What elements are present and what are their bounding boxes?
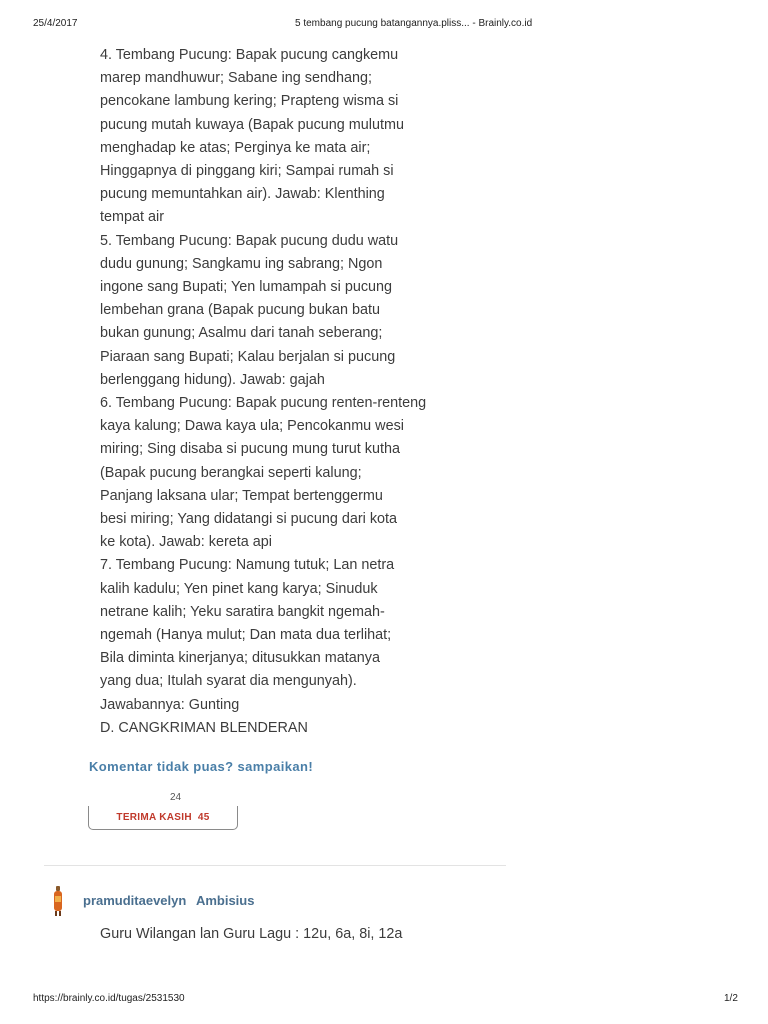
answer-divider (44, 865, 506, 866)
answer-line: ingone sang Bupati; Yen lumampah si pucung (100, 279, 393, 296)
answer-line: pencokane lambung kering; Prapteng wisma si (100, 93, 399, 110)
answer-line: ke kota). Jawab: kereta api (100, 534, 272, 551)
print-date: 25/4/2017 (33, 18, 78, 29)
print-page-number: 1/2 (724, 993, 738, 1004)
answer-line: kaya kalung; Dawa kaya ula; Pencokanmu wesi (100, 418, 404, 435)
answer-line: pucung mutah kuwaya (Bapak pucung mulutmu (100, 116, 404, 133)
answer-line: yang dua; Itulah syarat dia mengunyah). (100, 673, 357, 690)
answer-line: Hinggapnya di pinggang kiri; Sampai rumah si (100, 163, 394, 180)
second-answer-text: Guru Wilangan lan Guru Lagu : 12u, 6a, 8i, 12a (100, 926, 403, 942)
answer-line: bukan gunung; Asalmu dari tanah seberang; (100, 325, 383, 342)
answer-line: Jawabannya: Gunting (100, 696, 240, 713)
avatar[interactable] (52, 886, 64, 916)
author-rank: Ambisius (195, 893, 255, 908)
answer-text (100, 44, 460, 740)
answer-line: 6. Tembang Pucung: Bapak pucung renten-renteng (100, 395, 427, 412)
answer-line: lembehan grana (Bapak pucung bukan batu (100, 302, 381, 319)
comment-feedback-link[interactable]: Komentar tidak puas? sampaikan! (89, 759, 314, 774)
answer-line: dudu gunung; Sangkamu ing sabrang; Ngon (100, 255, 383, 272)
answer-line: Bila diminta kinerjanya; ditusukkan matanya (100, 650, 380, 667)
answer-line: 7. Tembang Pucung: Namung tutuk; Lan netra (100, 557, 395, 574)
answer-line: ngemah (Hanya mulut; Dan mata dua terlihat; (100, 627, 392, 644)
answer-line: tempat air (100, 209, 164, 226)
answer-line: menghadap ke atas; Perginya ke mata air; (100, 139, 371, 156)
answer-line: (Bapak pucung berangkai seperti kalung; (100, 464, 362, 481)
answer-line: 4. Tembang Pucung: Bapak pucung cangkemu (100, 47, 399, 63)
thanks-button-label: TERIMA KASIH (116, 812, 192, 823)
answer-line: berlenggang hidung). Jawab: gajah (100, 371, 325, 388)
answer-author (83, 893, 254, 908)
answer-line: netrane kalih; Yeku saratira bangkit ngemah- (100, 603, 385, 620)
thanks-button[interactable] (88, 806, 238, 830)
answer-line: kalih kadulu; Yen pinet kang karya; Sinuduk (100, 580, 378, 597)
print-url: https://brainly.co.id/tugas/2531530 (33, 993, 185, 1004)
print-page-title: 5 tembang pucung batangannya.pliss... - Brainly.co.id (295, 18, 533, 29)
author-username[interactable]: pramuditaevelyn (83, 893, 187, 908)
answer-line: 5. Tembang Pucung: Bapak pucung dudu watu (100, 232, 399, 249)
answer-line: D. CANGKRIMAN BLENDERAN (100, 719, 308, 736)
answer-line: pucung memuntahkan air). Jawab: Klenthing (100, 186, 385, 203)
answer-line: besi miring; Yang didatangi si pucung dari kota (100, 511, 398, 528)
answer-line: miring; Sing disaba si pucung mung turut kutha (100, 441, 400, 458)
thanks-count: 24 (170, 792, 182, 803)
thanks-button-number: 45 (197, 812, 210, 823)
answer-line: Piaraan sang Bupati; Kalau berjalan si pucung (100, 348, 396, 365)
answer-line: marep mandhuwur; Sabane ing sendhang; (100, 70, 373, 87)
answer-line: Panjang laksana ular; Tempat bertenggermu (100, 487, 383, 504)
